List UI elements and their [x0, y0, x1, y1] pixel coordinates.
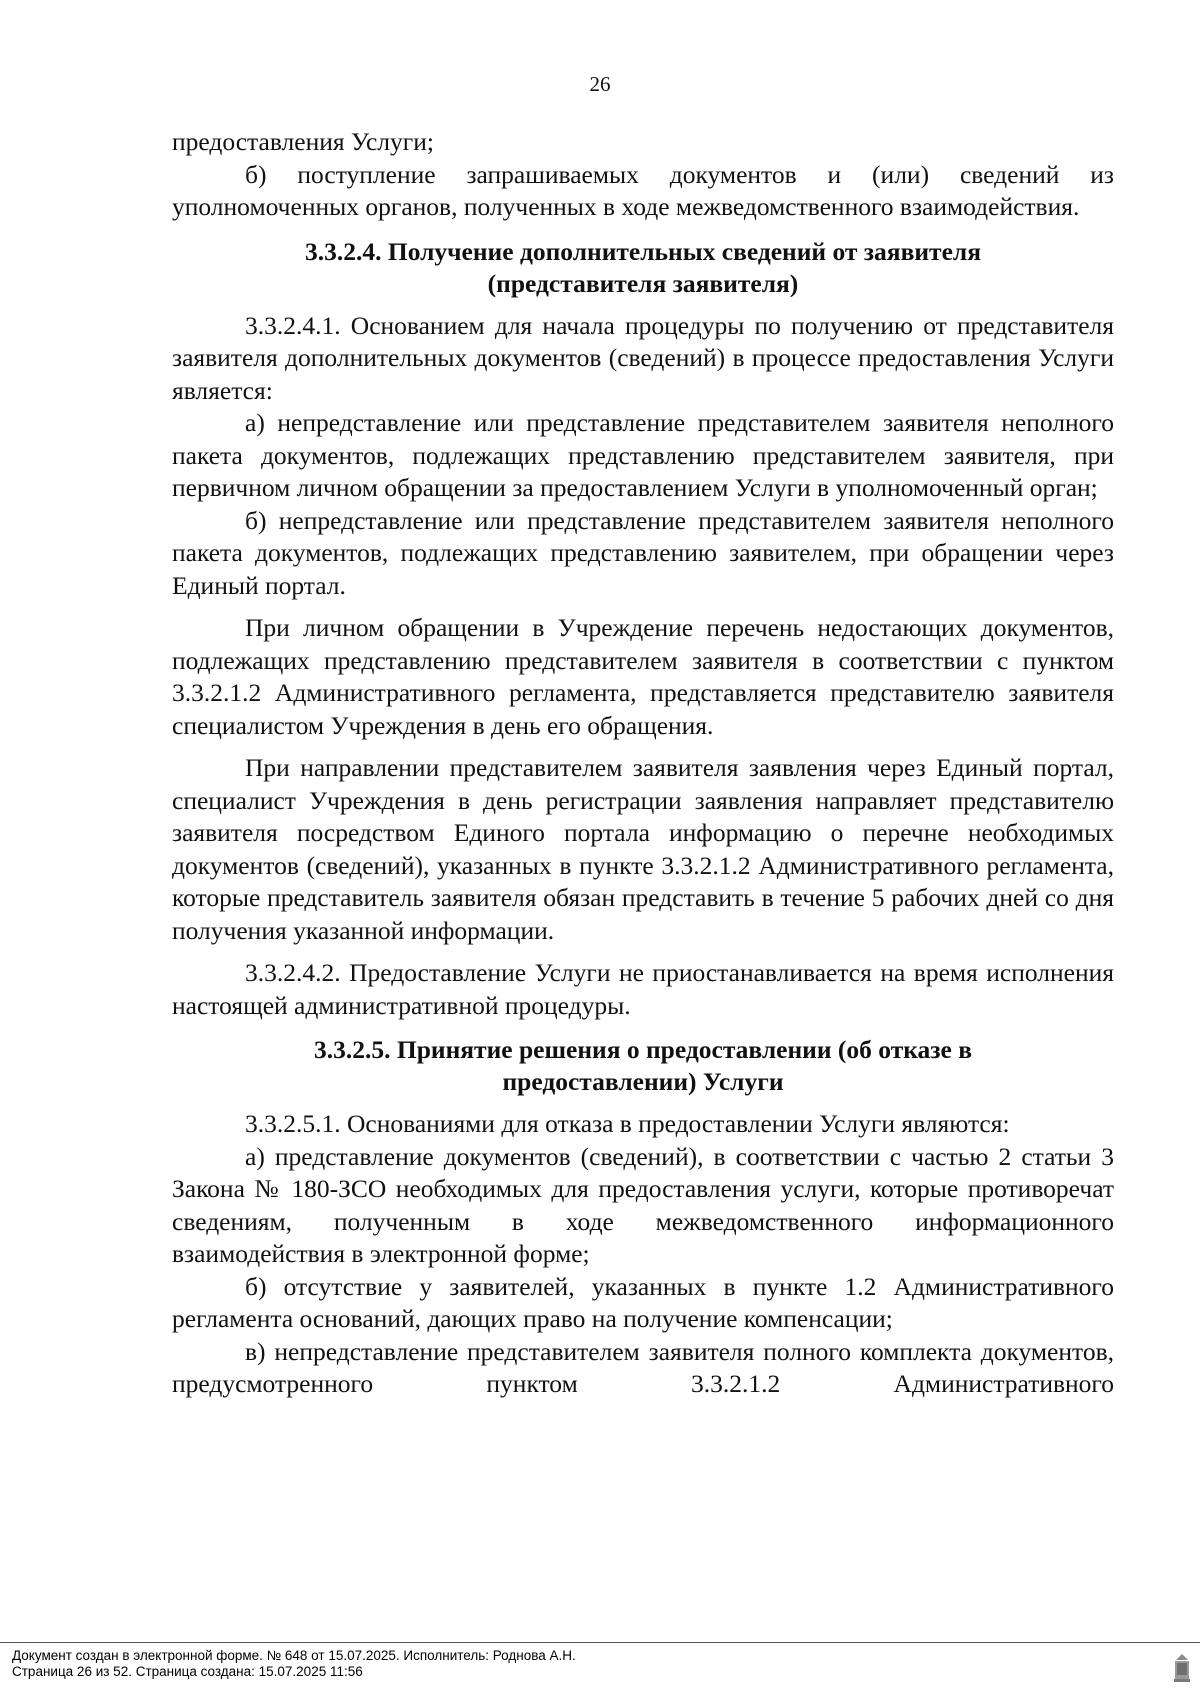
paragraph: При направлении представителем заявителя заявления через Единый портал, специалист Учреждения в день регистрации заявления направляет представителю заявителя посредством Единого портала информацию о перечне необходимых документов (сведений), указанных в пункте 3.3.2.1.2 Административного регламента, которые представитель заявителя обязан представить в течение 5 рабочих дней со дня получения указанной информации. — [172, 753, 1114, 945]
paragraph: б) поступление запрашиваемых документов и (или) сведений из уполномоченных органов, полученных в ходе межведомственного взаимодействия. — [172, 159, 1114, 221]
paragraph: а) представление документов (сведений), в соответствии с частью 2 статьи 3 Закона № 180-ЗСО необходимых для предоставления услуги, которые противоречат сведениям, полученным в ходе межведомственного информационного взаимодействия в электронной форме; — [172, 1141, 1114, 1268]
section-heading-line: предоставлении) Услуги — [502, 1067, 784, 1096]
paragraph: 3.3.2.5.1. Основаниями для отказа в предоставлении Услуги являются: — [245, 1109, 1010, 1138]
footer-divider — [0, 1642, 1200, 1643]
paragraph: б) отсутствие у заявителей, указанных в пункте 1.2 Административного регламента оснований, дающих право на получение компенсации; — [172, 1271, 1114, 1333]
footer-line-2: Страница 26 из 52. Страница создана: 15.07.2025 11:56 — [12, 1664, 363, 1679]
section-heading — [172, 1034, 1114, 1098]
emblem-icon — [1172, 1652, 1192, 1682]
section-heading-line: 3.3.2.4. Получение дополнительных сведений от заявителя — [304, 236, 982, 266]
page-number: 26 — [589, 72, 611, 96]
paragraph: При личном обращении в Учреждение перечень недостающих документов, подлежащих представлению представителем заявителя в соответствии с пунктом 3.3.2.1.2 Административного регламента, представляется представителю заявителя специалистом Учреждения в день его обращения. — [172, 613, 1114, 740]
paragraph: б) непредставление или представление представителем заявителя неполного пакета документов, подлежащих представлению заявителем, при обращении через Единый портал. — [172, 505, 1114, 600]
document-body — [172, 126, 1114, 1401]
paragraph: а) непредставление или представление представителем заявителя неполного пакета документов, подлежащих представлению представителем заявителя, при первичном личном обращении за предоставлением Услуги в уполномоченный орган; — [172, 408, 1114, 502]
paragraph: предоставления Услуги; — [172, 127, 434, 156]
paragraph: 3.3.2.4.2. Предоставление Услуги не приостанавливается на время исполнения настоящей административной процедуры. — [172, 958, 1114, 1020]
footer-line-1: Документ создан в электронной форме. № 648 от 15.07.2025. Исполнитель: Роднова А.Н. — [12, 1648, 576, 1663]
paragraph: 3.3.2.4.1. Основанием для начала процедуры по получению от представителя заявителя дополнительных документов (сведений) в процессе предоставления Услуги является: — [172, 310, 1114, 405]
section-heading — [172, 236, 1114, 300]
document-footer — [12, 1648, 576, 1680]
paragraph: в) непредставление представителем заявителя полного комплекта документов, предусмотренного пунктом 3.3.2.1.2 Административного — [172, 1336, 1114, 1398]
section-heading-line: 3.3.2.5. Принятие решения о предоставлении (об отказе в — [313, 1035, 972, 1064]
section-heading-line: (представителя заявителя) — [487, 268, 799, 298]
